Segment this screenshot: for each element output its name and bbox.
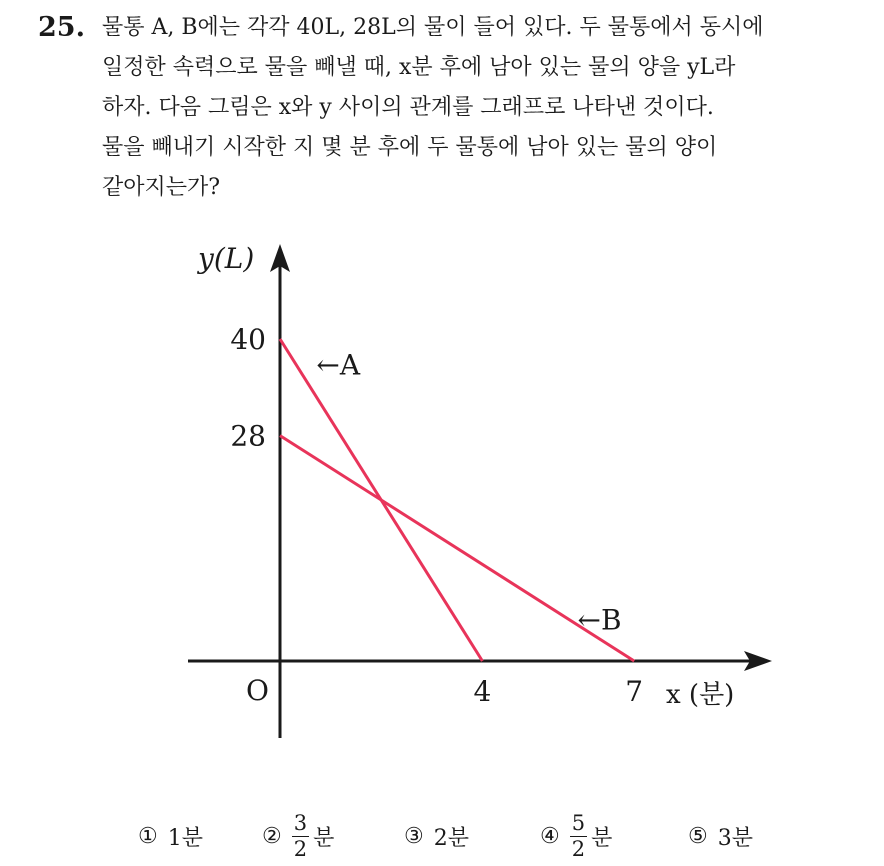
fraction-denominator: 2 — [293, 836, 308, 861]
y-tick-label: 28 — [230, 419, 266, 453]
fraction-numerator: 5 — [571, 810, 586, 835]
fraction-denominator: 2 — [571, 836, 586, 861]
series-label-a: ←A — [316, 348, 361, 382]
choice-1[interactable] — [138, 808, 203, 864]
choice-number: ① — [138, 823, 158, 849]
question-number: 25. — [38, 12, 85, 43]
x-tick-label: 4 — [473, 675, 492, 708]
choice-unit: 분 — [591, 825, 613, 851]
fraction — [292, 810, 309, 861]
choice-4[interactable] — [540, 808, 612, 864]
choice-number: ③ — [404, 823, 424, 849]
choice-text: 3분 — [717, 825, 753, 851]
choice-number: ② — [262, 823, 282, 849]
question-line: 하자. 다음 그림은 x와 y 사이의 관계를 그래프로 나타낸 것이다. — [102, 95, 714, 120]
y-axis-label: y(L) — [198, 242, 255, 275]
question-line: 물을 빼내기 시작한 지 몇 분 후에 두 물통에 남아 있는 물의 양이 — [102, 135, 718, 160]
choice-text: 2분 — [433, 825, 469, 851]
x-axis-label: x (분) — [666, 680, 735, 710]
choice-5[interactable] — [688, 808, 753, 864]
x-tick-label: 7 — [625, 675, 644, 708]
choice-number: ⑤ — [688, 823, 708, 849]
question-line: 물통 A, B에는 각각 40L, 28L의 물이 들어 있다. 두 물통에서 동시에 — [102, 15, 764, 40]
choice-number: ④ — [540, 823, 560, 849]
answer-choices — [0, 808, 884, 864]
choice-text: 1분 — [167, 825, 203, 851]
choice-2[interactable] — [262, 808, 334, 864]
question-line: 같아지는가? — [102, 175, 221, 200]
choice-3[interactable] — [404, 808, 469, 864]
fraction-numerator: 3 — [293, 810, 308, 835]
fraction — [570, 810, 587, 861]
choice-unit: 분 — [313, 825, 335, 851]
y-tick-label: 40 — [230, 323, 266, 356]
question-line: 일정한 속력으로 물을 빼낼 때, x분 후에 남아 있는 물의 양을 yL라 — [102, 55, 736, 80]
series-label-b: ←B — [577, 603, 622, 637]
origin-label: O — [246, 674, 269, 707]
